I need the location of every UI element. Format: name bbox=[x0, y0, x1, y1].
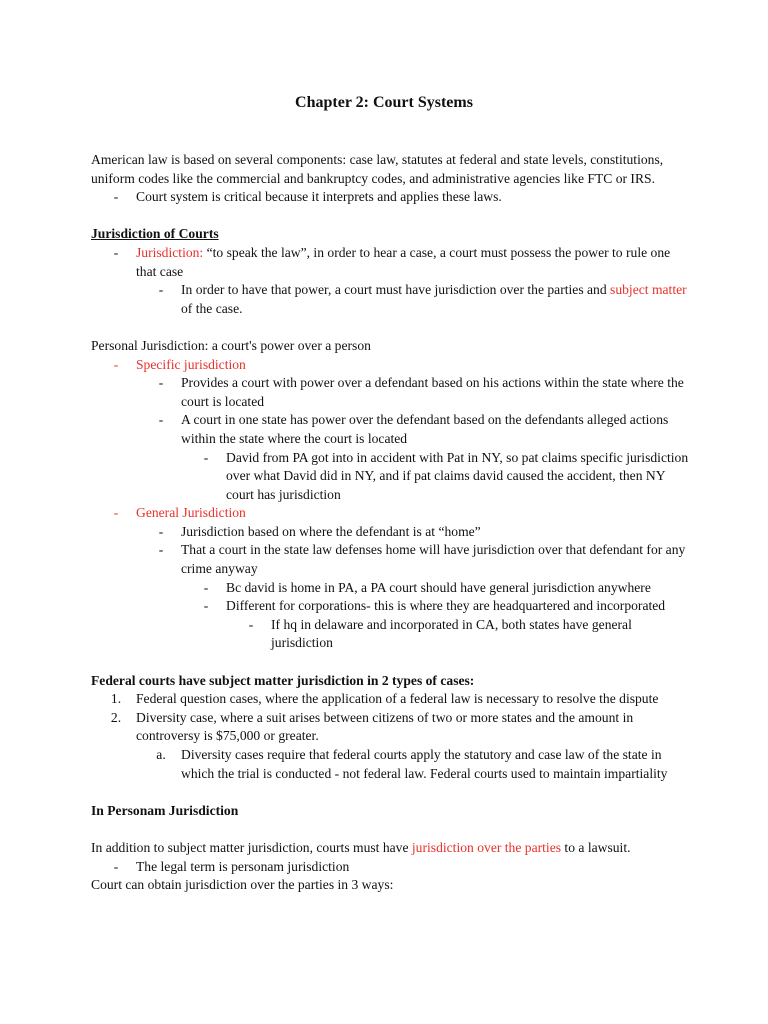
number-marker: 2. bbox=[110, 709, 122, 725]
term-highlight: Specific jurisdiction bbox=[136, 356, 246, 372]
jurisdiction-list bbox=[91, 244, 691, 318]
list-item-text: Different for corporations- this is where they are headquartered and incorporated bbox=[226, 598, 666, 614]
list-item-text: Diversity cases require that federal courts apply the statutory and case law of the state in which the trial is conducted - not federal law. Federal courts used to maintain impartiality bbox=[181, 747, 668, 781]
dash-marker: - bbox=[203, 579, 209, 595]
list-item bbox=[91, 356, 691, 375]
dash-marker: - bbox=[113, 189, 119, 205]
list-item bbox=[91, 541, 691, 578]
document-body bbox=[91, 151, 691, 895]
list-item bbox=[91, 374, 691, 411]
list-item bbox=[91, 504, 691, 523]
section-heading-federal: Federal courts have subject matter jurisdiction in 2 types of cases: bbox=[91, 672, 475, 688]
list-item bbox=[91, 746, 691, 783]
paragraph-text: In addition to subject matter jurisdiction, courts must have bbox=[91, 839, 412, 855]
dash-marker: - bbox=[158, 412, 164, 428]
list-item-text: Jurisdiction based on where the defendant is at “home” bbox=[181, 523, 481, 539]
list-item bbox=[91, 281, 691, 318]
in-personam-paragraph bbox=[91, 839, 691, 858]
list-item bbox=[91, 597, 691, 616]
list-item-text: If hq in delaware and incorporated in CA, both states have general jurisdiction bbox=[271, 616, 632, 651]
list-item-text: That a court in the state law defenses home will have jurisdiction over that defendant for any crime anyway bbox=[181, 542, 686, 577]
list-item bbox=[91, 188, 691, 207]
list-item-text: Bc david is home in PA, a PA court should have general jurisdiction anywhere bbox=[226, 579, 651, 595]
list-item-text: Provides a court with power over a defendant based on his actions within the state where the court is located bbox=[181, 375, 684, 409]
list-item-text: Federal question cases, where the application of a federal law is necessary to resolve the dispute bbox=[136, 691, 659, 707]
letter-marker: a. bbox=[156, 747, 166, 762]
dash-marker: - bbox=[158, 523, 164, 539]
list-item bbox=[91, 411, 691, 448]
list-item-text: The legal term is personam jurisdiction bbox=[136, 858, 350, 874]
section-heading-in-personam: In Personam Jurisdiction bbox=[91, 802, 239, 818]
in-personam-list bbox=[91, 858, 691, 877]
list-item bbox=[91, 690, 691, 709]
page-title: Chapter 2: Court Systems bbox=[295, 94, 473, 111]
term-highlight: subject matter bbox=[610, 282, 687, 298]
dash-marker: - bbox=[248, 616, 254, 632]
section-heading-jurisdiction: Jurisdiction of Courts bbox=[91, 226, 219, 242]
dash-marker: - bbox=[203, 598, 209, 614]
term-highlight: General Jurisdiction bbox=[136, 505, 246, 521]
term-highlight: jurisdiction over the parties bbox=[411, 839, 562, 855]
list-item bbox=[91, 244, 691, 281]
section-heading-personal: Personal Jurisdiction: a court's power over a person bbox=[91, 337, 371, 353]
list-item-text: A court in one state has power over the defendant based on the defendants alleged actions within the state where the court is located bbox=[181, 412, 669, 446]
number-marker: 1. bbox=[110, 691, 122, 707]
personal-list bbox=[91, 356, 691, 654]
list-item bbox=[91, 709, 691, 746]
list-item bbox=[91, 449, 691, 505]
list-item bbox=[91, 523, 691, 542]
dash-marker: - bbox=[158, 282, 164, 298]
list-item-text: In order to have that power, a court must have jurisdiction over the parties and bbox=[181, 282, 611, 298]
dash-marker: - bbox=[113, 356, 119, 372]
list-item bbox=[91, 579, 691, 598]
dash-marker: - bbox=[113, 858, 119, 874]
list-item-text: of the case. bbox=[181, 300, 243, 316]
list-item-text: “to speak the law”, in order to hear a case, a court must possess the power to rule one that case bbox=[136, 244, 671, 279]
dash-marker: - bbox=[158, 542, 164, 558]
list-item-text: David from PA got into in accident with Pat in NY, so pat claims specific jurisdiction over what David did in NY, and if pat claims david caused the accident, then NY court has jurisdiction bbox=[226, 449, 689, 502]
intro-list bbox=[91, 188, 691, 207]
dash-marker: - bbox=[113, 505, 119, 521]
closing-paragraph: Court can obtain jurisdiction over the parties in 3 ways: bbox=[91, 877, 394, 893]
list-item-text: Diversity case, where a suit arises between citizens of two or more states and the amount in controversy is $75,000 or greater. bbox=[136, 709, 634, 744]
dash-marker: - bbox=[158, 375, 164, 391]
list-item bbox=[91, 616, 691, 653]
list-item-text: Court system is critical because it interprets and applies these laws. bbox=[136, 189, 502, 205]
paragraph-text: to a lawsuit. bbox=[561, 839, 631, 855]
intro-paragraph: American law is based on several components: case law, statutes at federal and state levels, constitutions, uniform codes like the commercial and bankruptcy codes, and administrative agencies like FTC or IRS. bbox=[91, 152, 664, 186]
dash-marker: - bbox=[113, 244, 119, 260]
dash-marker: - bbox=[203, 449, 209, 465]
term-highlight: Jurisdiction: bbox=[136, 244, 204, 260]
list-item bbox=[91, 858, 691, 877]
federal-list bbox=[91, 690, 691, 783]
